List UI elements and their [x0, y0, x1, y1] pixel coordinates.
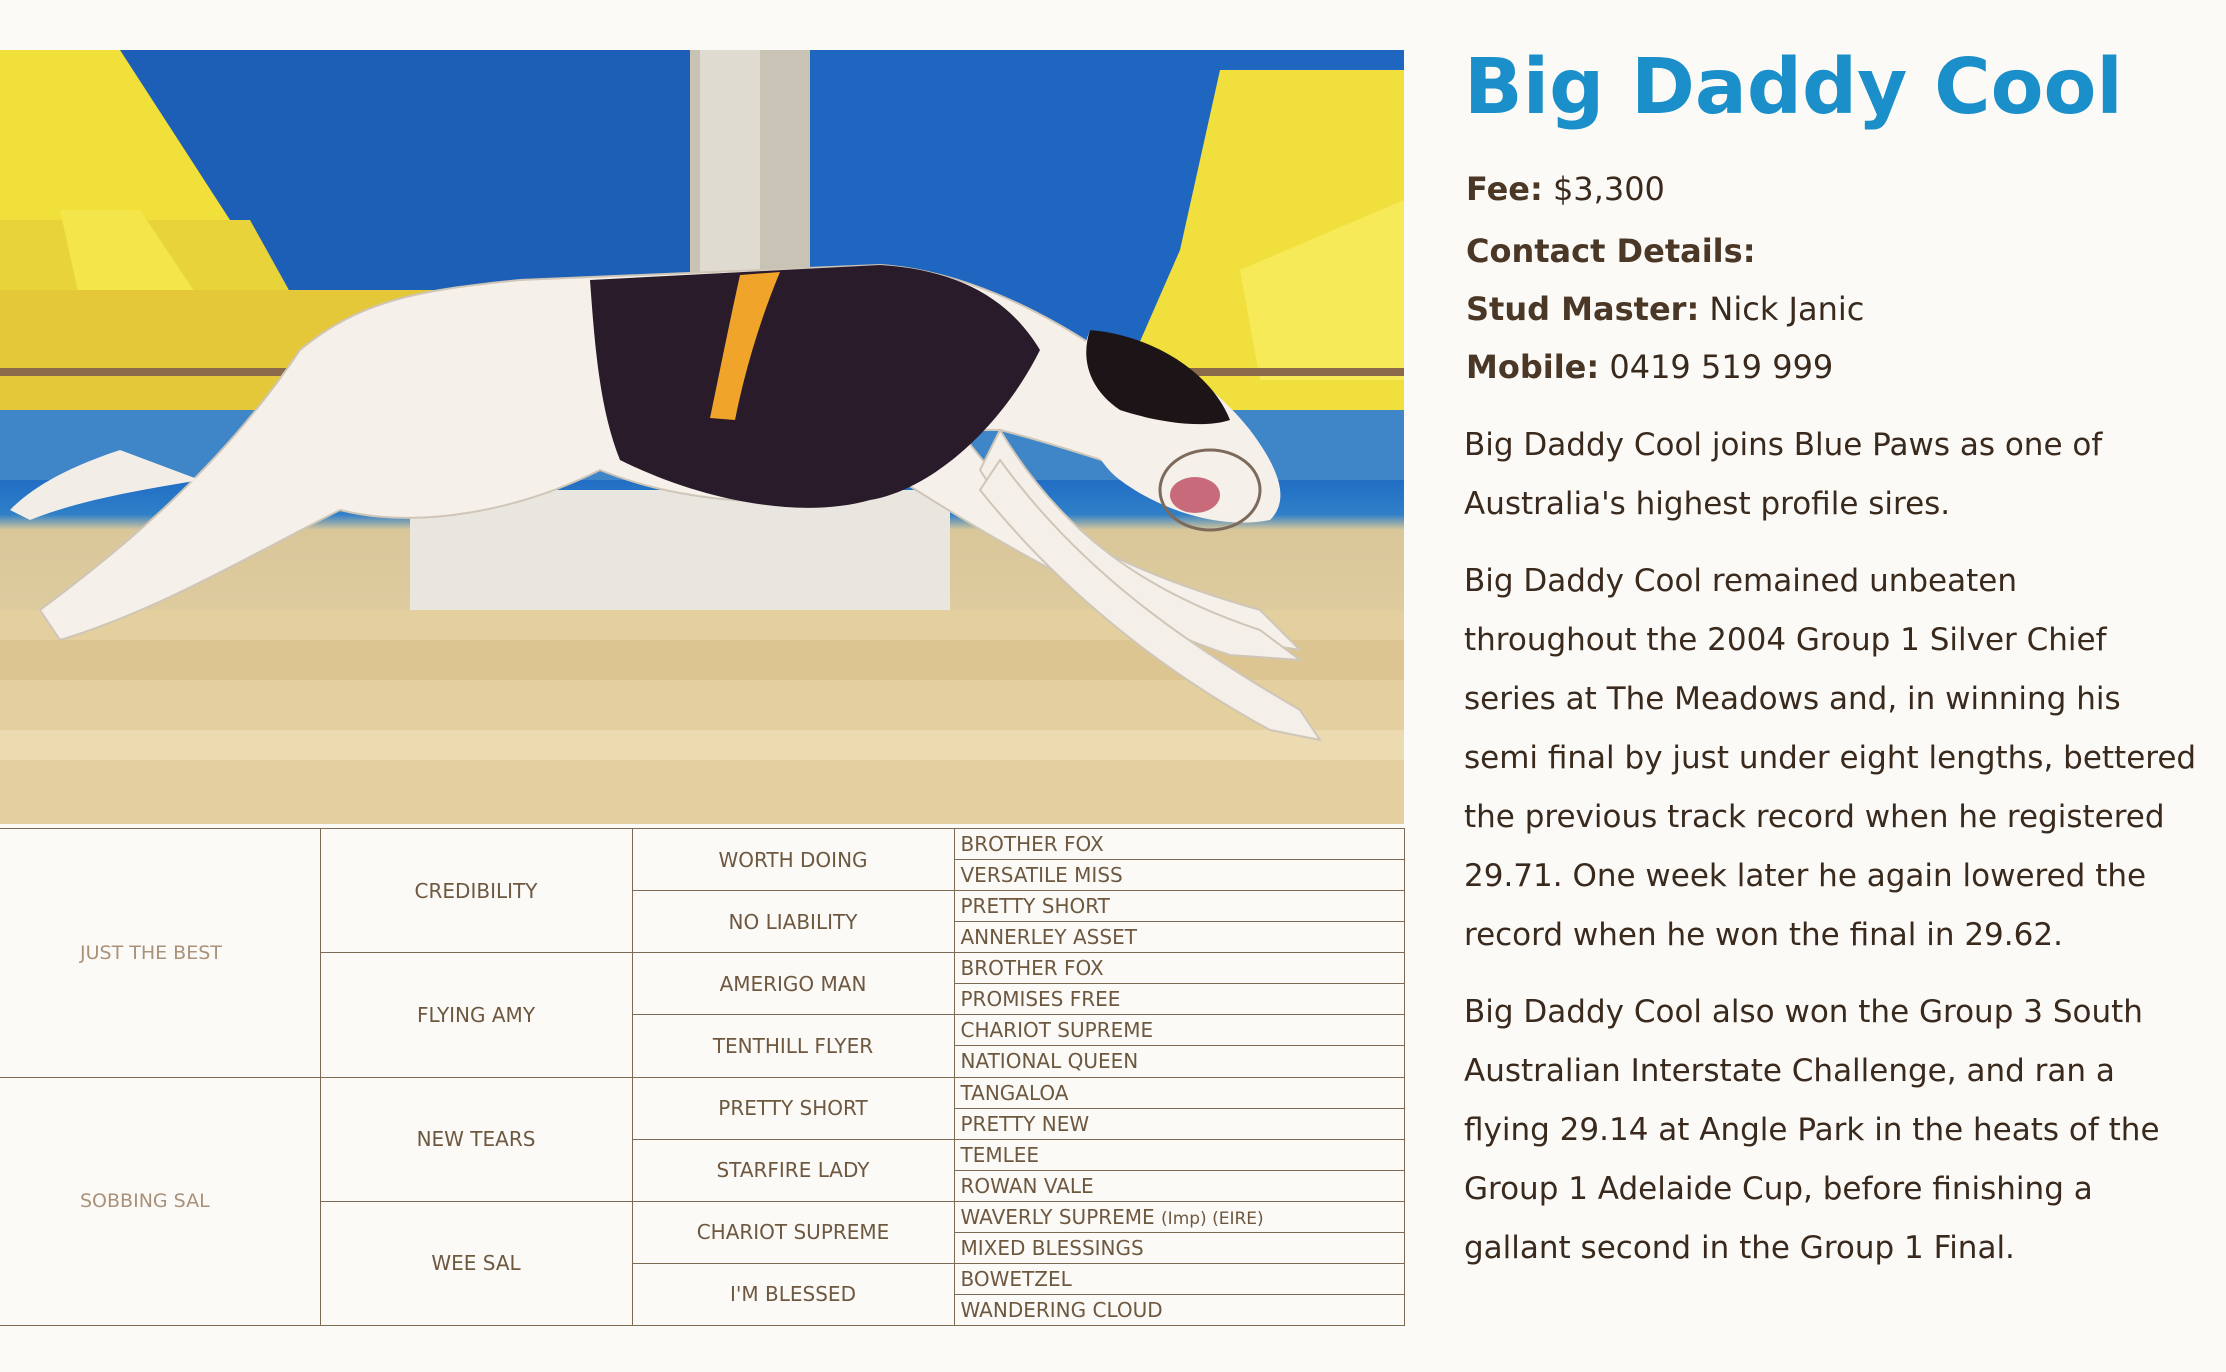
pedigree-gen3-cell: TENTHILL FLYER: [632, 1015, 954, 1077]
pedigree-gen4-cell: BROTHER FOX: [954, 953, 1404, 984]
pedigree-gen4-name: WAVERLY SUPREME: [960, 1204, 1155, 1229]
pedigree-gen4-cell: CHARIOT SUPREME: [954, 1015, 1404, 1046]
pedigree-gen4-cell: VERSATILE MISS: [954, 860, 1404, 891]
pedigree-import-note: (Imp) (EIRE): [1161, 1208, 1264, 1229]
pedigree-gen4-cell: [954, 1201, 1404, 1232]
sire-details: [1458, 40, 2198, 1278]
pedigree-gen3-cell: PRETTY SHORT: [632, 1077, 954, 1139]
pedigree-gen2-cell: FLYING AMY: [320, 953, 632, 1077]
stud-master-label: Stud Master:: [1466, 290, 1700, 328]
contact-heading: Contact Details:: [1466, 232, 1756, 270]
greyhound-photo: [0, 50, 1404, 824]
fee-line: [1466, 160, 2198, 218]
mobile-label: Mobile:: [1466, 348, 1600, 386]
pedigree-gen4-cell: ROWAN VALE: [954, 1170, 1404, 1201]
pedigree-gen4-cell: ANNERLEY ASSET: [954, 922, 1404, 953]
pedigree-gen3-cell: STARFIRE LADY: [632, 1139, 954, 1201]
pedigree-table: [0, 828, 1405, 1326]
pedigree-sire: JUST THE BEST: [0, 829, 320, 1078]
pedigree-gen4-cell: NATIONAL QUEEN: [954, 1046, 1404, 1077]
sire-name-title: Big Daddy Cool: [1464, 43, 2123, 132]
pedigree-gen4-cell: BOWETZEL: [954, 1263, 1404, 1294]
stud-master-value: Nick Janic: [1709, 290, 1865, 328]
mobile-line: [1466, 338, 2198, 396]
pedigree-dam: SOBBING SAL: [0, 1077, 320, 1326]
pedigree-gen4-cell: BROTHER FOX: [954, 829, 1404, 860]
pedigree-gen3-cell: AMERIGO MAN: [632, 953, 954, 1015]
pedigree-gen4-cell: TEMLEE: [954, 1139, 1404, 1170]
pedigree-gen2-cell: CREDIBILITY: [320, 829, 632, 953]
pedigree-gen4-cell: PROMISES FREE: [954, 984, 1404, 1015]
pedigree-gen4-cell: TANGALOA: [954, 1077, 1404, 1108]
pedigree-gen4-cell: WANDERING CLOUD: [954, 1294, 1404, 1325]
pedigree-gen3-cell: NO LIABILITY: [632, 891, 954, 953]
pedigree-gen3-cell: CHARIOT SUPREME: [632, 1201, 954, 1263]
stud-master-line: [1466, 280, 2198, 338]
pedigree-gen2-cell: WEE SAL: [320, 1201, 632, 1325]
pedigree-gen3-cell: I'M BLESSED: [632, 1263, 954, 1325]
pedigree-gen4-cell: PRETTY NEW: [954, 1108, 1404, 1139]
greyhound-illustration: [0, 50, 1404, 824]
fee-value: $3,300: [1552, 170, 1665, 208]
fee-label: Fee:: [1466, 170, 1543, 208]
description-paragraph: Big Daddy Cool also won the Group 3 South Australian Interstate Challenge, and ran a flying 29.14 at Angle Park in the heats of the Group 1 Adelaide Cup, before finishing a gallant second in the Group 1 Final.: [1464, 994, 2160, 1266]
pedigree-gen2-cell: NEW TEARS: [320, 1077, 632, 1201]
mobile-value: 0419 519 999: [1609, 348, 1834, 386]
pedigree-gen4-cell: PRETTY SHORT: [954, 891, 1404, 922]
pedigree-gen3-cell: WORTH DOING: [632, 829, 954, 891]
pedigree-gen4-cell: MIXED BLESSINGS: [954, 1232, 1404, 1263]
contact-heading-line: [1466, 222, 2198, 280]
description-paragraph: Big Daddy Cool joins Blue Paws as one of Australia's highest profile sires.: [1464, 427, 2103, 522]
description-paragraph: Big Daddy Cool remained unbeaten throughout the 2004 Group 1 Silver Chief series at The Meadows and, in winning his semi final by just under eight lengths, bettered the previous track record when he registered 29.71. One week later he again lowered the record when he won the final in 29.62.: [1464, 563, 2197, 953]
